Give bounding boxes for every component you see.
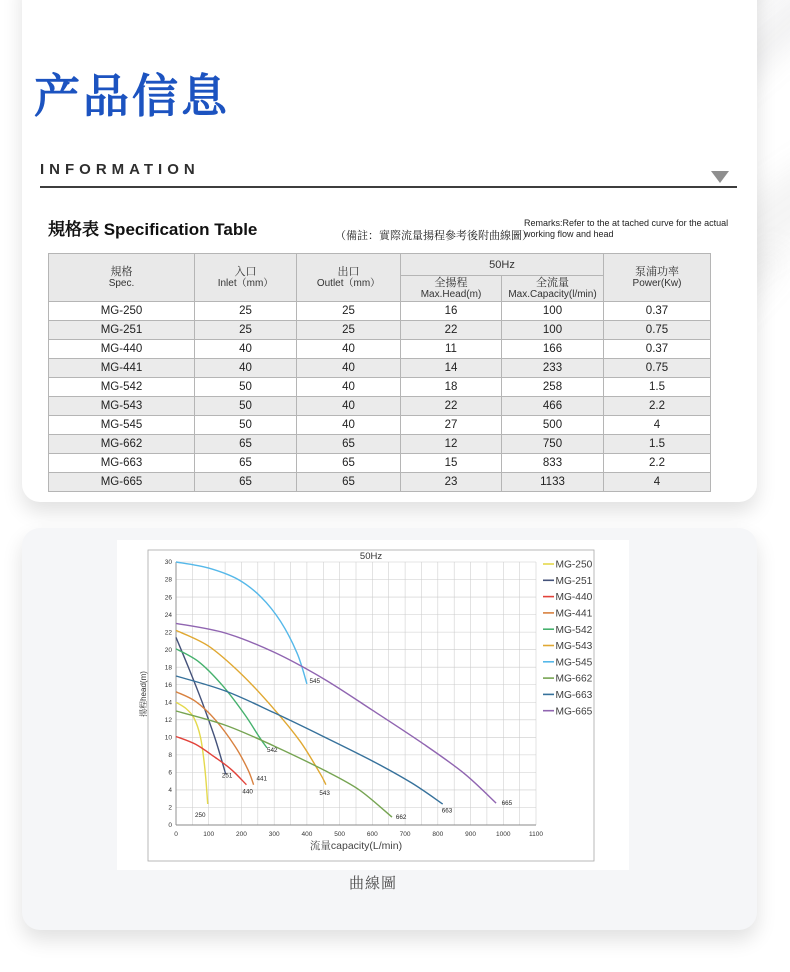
svg-text:20: 20 bbox=[164, 646, 172, 654]
pump-curve-chart bbox=[117, 540, 629, 870]
col-header-outlet bbox=[297, 254, 401, 302]
table-cell: 50 bbox=[195, 397, 297, 416]
spec-table-body bbox=[49, 302, 711, 492]
svg-text:8: 8 bbox=[168, 752, 172, 760]
svg-text:200: 200 bbox=[236, 831, 247, 838]
table-row bbox=[49, 454, 711, 473]
spec-card bbox=[22, 0, 757, 502]
table-cell: MG-543 bbox=[49, 397, 195, 416]
col-header-en: Power(Kw) bbox=[632, 278, 682, 289]
table-cell: 40 bbox=[297, 397, 401, 416]
curve-label-MG-250: 250 bbox=[194, 812, 206, 820]
legend-label: MG-545 bbox=[555, 657, 593, 669]
svg-text:30: 30 bbox=[164, 559, 172, 567]
table-cell: 833 bbox=[502, 454, 604, 473]
table-cell: 2.2 bbox=[604, 454, 711, 473]
table-cell: 2.2 bbox=[604, 397, 711, 416]
svg-text:18: 18 bbox=[164, 664, 172, 672]
spec-table-remark-en: Remarks:Refer to the at tached curve for the actual working flow and head bbox=[524, 218, 729, 239]
svg-text:2: 2 bbox=[168, 804, 172, 812]
table-cell: 15 bbox=[401, 454, 502, 473]
table-cell: MG-542 bbox=[49, 378, 195, 397]
divider-line bbox=[40, 186, 737, 188]
svg-text:26: 26 bbox=[164, 594, 172, 602]
table-cell: 40 bbox=[195, 340, 297, 359]
legend-label: MG-250 bbox=[555, 559, 593, 571]
table-cell: MG-250 bbox=[49, 302, 195, 321]
chart-border bbox=[148, 550, 594, 861]
curve-label-MG-251: 251 bbox=[221, 772, 233, 780]
curve-label-MG-542: 542 bbox=[266, 747, 278, 755]
table-row bbox=[49, 359, 711, 378]
svg-text:300: 300 bbox=[268, 831, 280, 838]
curve-chart-card bbox=[22, 528, 757, 930]
table-cell: MG-251 bbox=[49, 321, 195, 340]
table-cell: 1133 bbox=[502, 473, 604, 492]
curve-label-MG-440: 440 bbox=[242, 788, 253, 796]
table-cell: 22 bbox=[401, 397, 502, 416]
table-cell: 100 bbox=[502, 302, 604, 321]
table-row bbox=[49, 416, 711, 435]
table-cell: 65 bbox=[297, 473, 401, 492]
table-cell: 65 bbox=[297, 454, 401, 473]
legend-label: MG-542 bbox=[555, 624, 593, 636]
spec-table-note-cn: （備註：實際流量揚程參考後附曲線圖） bbox=[335, 230, 533, 242]
col-header-en: Spec. bbox=[108, 278, 135, 289]
col-header-en: Inlet（mm） bbox=[217, 278, 274, 289]
spec-table-title: 規格表 Specification Table bbox=[48, 220, 258, 239]
svg-text:600: 600 bbox=[366, 831, 378, 838]
table-cell: 1.5 bbox=[604, 378, 711, 397]
table-cell: 65 bbox=[195, 454, 297, 473]
svg-text:400: 400 bbox=[301, 831, 313, 838]
col-header-cn: 入口 bbox=[234, 266, 257, 278]
table-cell: 4 bbox=[604, 473, 711, 492]
table-cell: 11 bbox=[401, 340, 502, 359]
col-header-max-head bbox=[401, 276, 502, 302]
table-cell: 233 bbox=[502, 359, 604, 378]
table-cell: 500 bbox=[502, 416, 604, 435]
curve-label-MG-543: 543 bbox=[319, 790, 330, 798]
table-cell: 65 bbox=[195, 473, 297, 492]
svg-text:1100: 1100 bbox=[529, 831, 543, 838]
table-cell: 40 bbox=[195, 359, 297, 378]
table-cell: 0.37 bbox=[604, 340, 711, 359]
table-cell: 40 bbox=[297, 378, 401, 397]
table-cell: 25 bbox=[297, 302, 401, 321]
svg-text:6: 6 bbox=[168, 769, 172, 777]
svg-text:4: 4 bbox=[168, 787, 172, 795]
table-row bbox=[49, 397, 711, 416]
col-header-en: Outlet（mm） bbox=[316, 278, 381, 289]
svg-text:16: 16 bbox=[164, 681, 172, 689]
table-cell: 100 bbox=[502, 321, 604, 340]
curve-label-MG-441: 441 bbox=[256, 775, 268, 783]
triangle-down-icon bbox=[711, 171, 729, 183]
table-cell: 0.75 bbox=[604, 321, 711, 340]
svg-text:10: 10 bbox=[164, 734, 172, 742]
svg-text:800: 800 bbox=[432, 831, 444, 838]
table-cell: 23 bbox=[401, 473, 502, 492]
legend-label: MG-543 bbox=[555, 641, 593, 653]
table-cell: 12 bbox=[401, 435, 502, 454]
col-header-cn: 全揚程 bbox=[434, 277, 468, 289]
table-cell: MG-441 bbox=[49, 359, 195, 378]
table-row bbox=[49, 435, 711, 454]
table-cell: 22 bbox=[401, 321, 502, 340]
table-cell: MG-663 bbox=[49, 454, 195, 473]
table-row bbox=[49, 302, 711, 321]
table-cell: 750 bbox=[502, 435, 604, 454]
table-cell: 0.75 bbox=[604, 359, 711, 378]
table-cell: 466 bbox=[502, 397, 604, 416]
table-cell: MG-440 bbox=[49, 340, 195, 359]
svg-text:100: 100 bbox=[203, 831, 215, 838]
table-cell: 4 bbox=[604, 416, 711, 435]
svg-text:1000: 1000 bbox=[496, 831, 511, 838]
table-cell: 166 bbox=[502, 340, 604, 359]
table-cell: 50 bbox=[195, 416, 297, 435]
table-cell: 40 bbox=[297, 359, 401, 378]
svg-text:0: 0 bbox=[174, 831, 178, 838]
svg-text:900: 900 bbox=[465, 831, 476, 838]
curve-label-MG-663: 663 bbox=[441, 807, 453, 815]
table-cell: MG-662 bbox=[49, 435, 195, 454]
chart-caption: 曲線圖 bbox=[348, 875, 397, 892]
col-header-frequency: 50Hz bbox=[401, 254, 604, 276]
table-row bbox=[49, 321, 711, 340]
col-header-spec bbox=[49, 254, 195, 302]
col-header-en: Max.Head(m) bbox=[420, 289, 482, 300]
curve-label-MG-665: 665 bbox=[501, 799, 513, 807]
table-cell: 258 bbox=[502, 378, 604, 397]
col-header-cn: 出口 bbox=[337, 266, 360, 278]
table-cell: 18 bbox=[401, 378, 502, 397]
svg-text:28: 28 bbox=[164, 576, 172, 584]
svg-text:0: 0 bbox=[168, 822, 172, 830]
table-cell: 25 bbox=[195, 321, 297, 340]
col-header-cn: 泵浦功率 bbox=[635, 266, 679, 278]
spec-table bbox=[48, 253, 711, 492]
svg-text:12: 12 bbox=[164, 717, 172, 724]
curve-label-MG-662: 662 bbox=[395, 813, 407, 821]
col-header-cn: 規格 bbox=[110, 266, 133, 278]
information-label: INFORMATION bbox=[40, 161, 200, 178]
table-cell: 40 bbox=[297, 416, 401, 435]
table-cell: 0.37 bbox=[604, 302, 711, 321]
table-cell: 25 bbox=[195, 302, 297, 321]
col-header-inlet bbox=[195, 254, 297, 302]
svg-text:14: 14 bbox=[164, 699, 172, 707]
legend-label: MG-441 bbox=[555, 608, 593, 620]
legend-label: MG-665 bbox=[555, 706, 593, 718]
table-cell: 65 bbox=[297, 435, 401, 454]
legend-label: MG-440 bbox=[555, 592, 593, 604]
table-row bbox=[49, 473, 711, 492]
svg-text:500: 500 bbox=[334, 831, 346, 838]
table-row bbox=[49, 378, 711, 397]
table-cell: 50 bbox=[195, 378, 297, 397]
table-cell: 27 bbox=[401, 416, 502, 435]
col-header-en: Max.Capacity(l/min) bbox=[508, 289, 597, 300]
legend-label: MG-251 bbox=[555, 575, 593, 587]
curve-label-MG-545: 545 bbox=[309, 677, 321, 685]
table-cell: MG-545 bbox=[49, 416, 195, 435]
page-title: 产品信息 bbox=[34, 70, 230, 122]
col-header-cn: 全流量 bbox=[536, 277, 569, 289]
svg-text:24: 24 bbox=[164, 611, 172, 619]
chart-title: 50Hz bbox=[359, 551, 383, 562]
table-cell: 16 bbox=[401, 302, 502, 321]
col-header-max-capacity bbox=[502, 276, 604, 302]
table-cell: 65 bbox=[195, 435, 297, 454]
legend-label: MG-663 bbox=[555, 690, 593, 701]
chart-panel bbox=[117, 540, 629, 870]
table-row bbox=[49, 340, 711, 359]
table-cell: 25 bbox=[297, 321, 401, 340]
y-axis-label: 揚程head(m) bbox=[139, 671, 148, 717]
table-cell: 1.5 bbox=[604, 435, 711, 454]
table-cell: 40 bbox=[297, 340, 401, 359]
col-header-power bbox=[604, 254, 711, 302]
svg-text:700: 700 bbox=[399, 831, 411, 838]
table-cell: 14 bbox=[401, 359, 502, 378]
x-axis-label: 流量capacity(L/min) bbox=[309, 840, 403, 852]
svg-text:22: 22 bbox=[164, 629, 172, 637]
table-cell: MG-665 bbox=[49, 473, 195, 492]
legend-label: MG-662 bbox=[555, 673, 593, 685]
